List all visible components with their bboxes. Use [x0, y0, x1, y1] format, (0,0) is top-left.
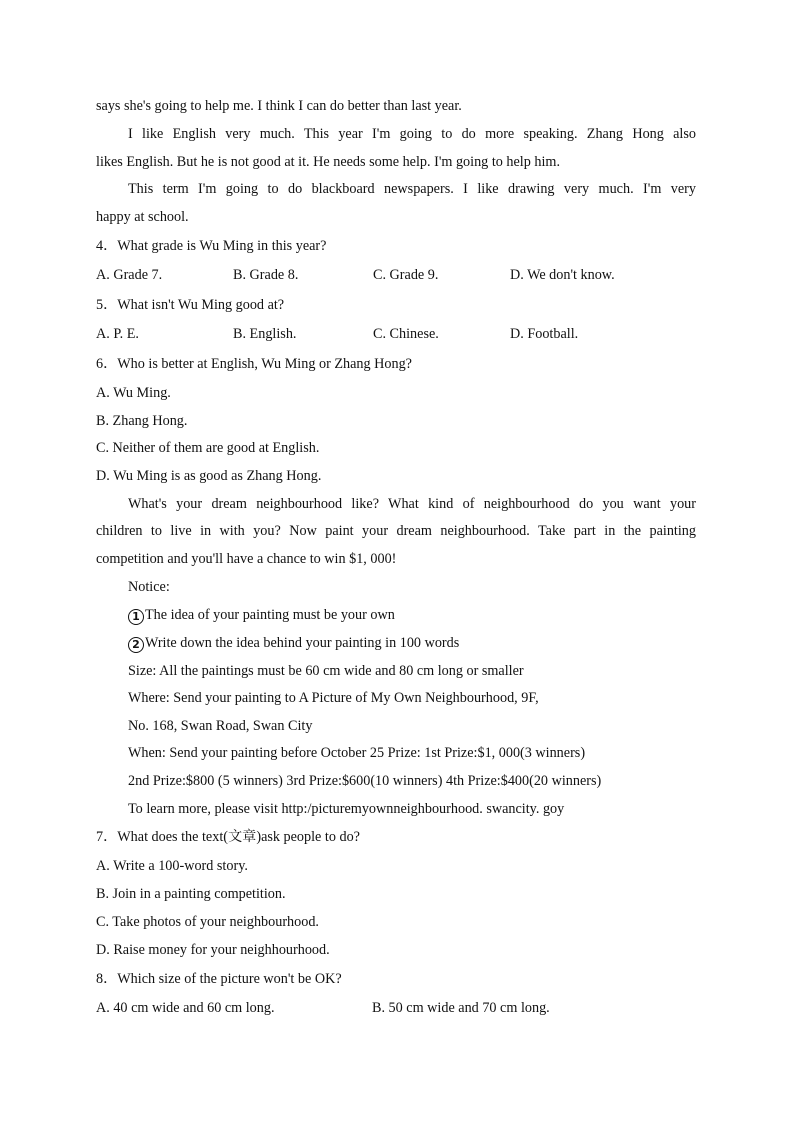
question-6-option-a[interactable]: A. Wu Ming.	[96, 385, 171, 401]
notice-where: Where: Send your painting to A Picture of My Own Neighbourhood, 9F,	[128, 690, 539, 706]
passage-1-line-1: says she's going to help me. I think I can do better than last year.	[96, 98, 462, 114]
question-7-option-c[interactable]: C. Take photos of your neighbourhood.	[96, 914, 319, 930]
passage-1-line-5: happy at school.	[96, 209, 189, 225]
question-7-option-a[interactable]: A. Write a 100-word story.	[96, 858, 248, 874]
passage-1-line-3: likes English. But he is not good at it. He needs some help. I'm going to help him.	[96, 154, 560, 170]
notice-heading: Notice:	[128, 579, 170, 595]
question-5-option-c[interactable]: C. Chinese.	[373, 326, 439, 342]
notice-address: No. 168, Swan Road, Swan City	[128, 718, 313, 734]
question-4-option-c[interactable]: C. Grade 9.	[373, 267, 439, 283]
passage-2-line-1: What's your dream neighbourhood like? What kind of neighbourhood do you want your	[128, 496, 696, 512]
notice-item-1-text: The idea of your painting must be your own	[145, 607, 395, 623]
question-8-stem: 8．Which size of the picture won't be OK?	[96, 971, 342, 987]
notice-item-1	[128, 606, 395, 625]
question-4-option-d[interactable]: D. We don't know.	[510, 267, 615, 283]
notice-size: Size: All the paintings must be 60 cm wide and 80 cm long or smaller	[128, 663, 524, 679]
notice-when: When: Send your painting before October 25 Prize: 1st Prize:$1, 000(3 winners)	[128, 745, 586, 761]
question-8-option-a[interactable]: A. 40 cm wide and 60 cm long.	[96, 1000, 275, 1016]
circled-number-2: 2	[128, 637, 144, 653]
question-5-option-a[interactable]: A. P. E.	[96, 326, 139, 342]
question-5-stem: 5．What isn't Wu Ming good at?	[96, 297, 285, 313]
question-4-option-a[interactable]: A. Grade 7.	[96, 267, 163, 283]
notice-prizes: 2nd Prize:$800 (5 winners) 3rd Prize:$600(10 winners) 4th Prize:$400(20 winners)	[128, 773, 602, 789]
question-7-stem: 7．What does the text(文章)ask people to do?	[96, 829, 360, 845]
question-7-option-d[interactable]: D. Raise money for your neighhourhood.	[96, 942, 330, 958]
question-5-option-d[interactable]: D. Football.	[510, 326, 579, 342]
notice-item-2	[128, 634, 459, 653]
question-8-option-b[interactable]: B. 50 cm wide and 70 cm long.	[372, 1000, 550, 1016]
question-5-option-b[interactable]: B. English.	[233, 326, 297, 342]
question-6-option-d[interactable]: D. Wu Ming is as good as Zhang Hong.	[96, 468, 322, 484]
question-6-option-b[interactable]: B. Zhang Hong.	[96, 413, 188, 429]
passage-1-line-4: This term I'm going to do blackboard newspapers. I like drawing very much. I'm very	[128, 181, 696, 197]
question-7-option-b[interactable]: B. Join in a painting competition.	[96, 886, 286, 902]
question-4-option-b[interactable]: B. Grade 8.	[233, 267, 299, 283]
question-4-stem: 4．What grade is Wu Ming in this year?	[96, 238, 327, 254]
question-6-stem: 6．Who is better at English, Wu Ming or Zhang Hong?	[96, 356, 412, 372]
notice-item-2-text: Write down the idea behind your painting in 100 words	[145, 635, 460, 651]
passage-2-line-2: children to live in with you? Now paint your dream neighbourhood. Take part in the painting	[96, 523, 696, 539]
passage-1-line-2: I like English very much. This year I'm going to do more speaking. Zhang Hong also	[128, 126, 696, 142]
question-6-option-c[interactable]: C. Neither of them are good at English.	[96, 440, 320, 456]
circled-number-1: 1	[128, 609, 144, 625]
notice-learn-more: To learn more, please visit http:/picturemyownneighbourhood. swancity. goy	[128, 801, 565, 817]
passage-2-line-3: competition and you'll have a chance to win $1, 000!	[96, 551, 397, 567]
